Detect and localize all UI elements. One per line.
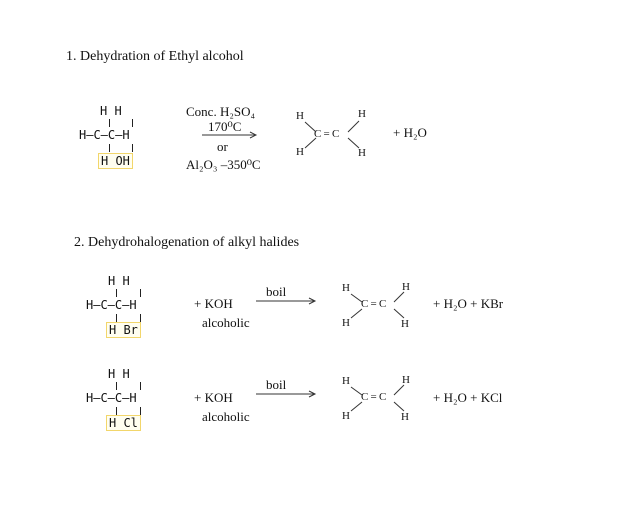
ethene-double-bond: C = C — [314, 128, 340, 140]
ethene-h-top-right: H — [358, 108, 366, 120]
ethene-h-bottom-right: H — [358, 147, 366, 159]
bromoethane-top-hydrogens: H H — [108, 274, 130, 288]
ethene-h-top-left: H — [342, 375, 350, 387]
product-bond — [351, 402, 362, 411]
reagent-alcoholic-1: alcoholic — [202, 315, 250, 330]
chloroethane-bottom-h-cl: H Cl — [106, 415, 141, 431]
bromoethane-bottom-h-br: H Br — [106, 322, 141, 338]
ethanol-carbon-chain: H–C–C–H — [79, 128, 130, 142]
product-bond — [351, 294, 362, 302]
byproducts-kbr: + H₂O + KBr — [433, 296, 504, 311]
byproduct-water: + H₂O — [393, 125, 427, 140]
reagent-koh-2: + KOH — [194, 390, 233, 405]
product-bond — [394, 385, 404, 395]
ethene-double-bond: C = C — [361, 391, 387, 403]
chloroethane-carbon-chain: H–C–C–H — [86, 391, 137, 405]
ethanol-top-hydrogens: H H — [100, 104, 122, 118]
ethene-h-top-left: H — [342, 282, 350, 294]
product-bond — [348, 121, 359, 132]
ethanol-bottom-h-oh: H OH — [98, 153, 133, 169]
product-bond — [305, 122, 316, 132]
ethene-h-top-left: H — [296, 110, 304, 122]
ethene-h-bottom-left: H — [342, 410, 350, 422]
reagent-al2o3: Al₂O₃ –350⁰C — [186, 157, 261, 172]
ethene-h-top-right: H — [402, 374, 410, 386]
ethene-h-bottom-right: H — [401, 318, 409, 330]
reagent-alcoholic-2: alcoholic — [202, 409, 250, 424]
product-bond — [348, 138, 359, 148]
ethene-h-bottom-left: H — [342, 317, 350, 329]
product-bond — [351, 387, 362, 395]
condition-boil-2: boil — [266, 377, 287, 392]
condition-boil-1: boil — [266, 284, 287, 299]
byproducts-kcl: + H₂O + KCl — [433, 390, 503, 405]
chloroethane-top-hydrogens: H H — [108, 367, 130, 381]
bromoethane-carbon-chain: H–C–C–H — [86, 298, 137, 312]
product-bond — [394, 402, 404, 411]
section-2-heading: 2. Dehydrohalogenation of alkyl halides — [74, 235, 300, 250]
ethene-h-bottom-left: H — [296, 146, 304, 158]
section-1-heading: 1. Dehydration of Ethyl alcohol — [66, 49, 244, 64]
temperature-170c: 170⁰C — [208, 119, 242, 134]
product-bond — [394, 309, 404, 318]
reagent-conc-h2so4: Conc. H₂SO₄ — [186, 104, 256, 119]
reagent-koh-1: + KOH — [194, 296, 233, 311]
product-bond — [305, 138, 316, 148]
ethene-h-bottom-right: H — [401, 411, 409, 423]
product-bond — [394, 292, 404, 302]
product-bond — [351, 309, 362, 318]
ethene-h-top-right: H — [402, 281, 410, 293]
or-text: or — [217, 139, 228, 154]
ethene-double-bond: C = C — [361, 298, 387, 310]
